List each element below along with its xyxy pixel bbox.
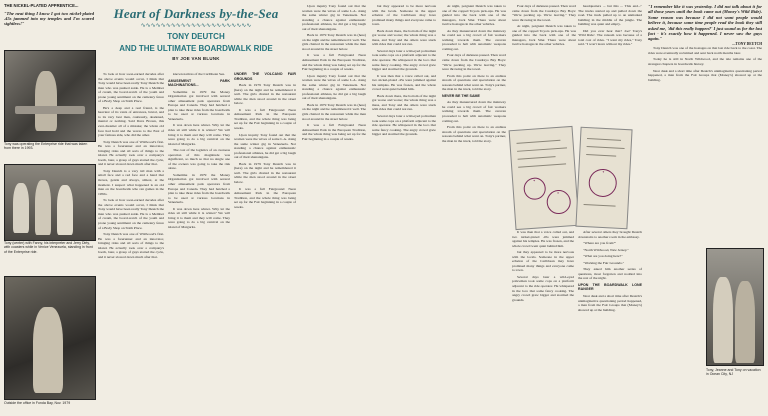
paragraph: To look at how soon-earned decades after the above events would occur, I think that Tony would have been really Tony Deutch the man who was pushed aside. He is a Member of cream, the board-watch of the youth and prone young sentiment on the cemetery fence of a Body Shop on Sixth Place. [98,198,164,230]
paragraph: Back in 1979 Tony Deutch was in (here) on the night and he remembered it well. The girls chatted in the restaurant while the men stood around in the street below. [302,33,366,51]
paragraph: It was down here winter. Why let the rides sit still while it is winter? We will bring it to them and they will come. They were going to do a big carnival on the island of Margarita. [168,206,230,229]
paragraph: Tony Deutch was one of the hostages on that last ride back to the coast. The rides were eventually reclaimed and sent back north months later. [648,46,762,55]
paragraph: From this point on there is an endless stream of questions and speculation on the reasons behind what went on. Tony's partner, the man in the truck, told the story. [442,125,506,143]
paragraph: Upon inquiry Tony found out that the women were the wives of some L.A. doing the same winter gig in Venezuela. Not standing a chance against enthusiastic professional athletes, he did get a big laugh out of their shenanigans. [234,132,296,160]
paragraph: Upon inquiry Tony found out that the women were the wives of some L.A. doing the same winter gig in Venezuela. Not standing a chance against enthusiastic professional athletes, he did get a big laugh out of their shenanigans. [302,73,366,101]
paragraph: Sometime in 1979 the Money Organization got involved with several other amusement park operators from Europe and Canada. They had hatched a plan to take three rides from the boardwalk to be used at various locations in Venezuela. [168,172,230,205]
photo-caption-top: Tony was operating the Enterprise ride that was taken from there in 1993. [4,142,88,151]
paragraph: Back down there, the bottom of the night got worse and worse; the whole thing was a mess, and Tony and the others were stuck with rides that could not run. [372,28,436,47]
paragraph: At night, poignant Deutch was taken to one of the copped Toyota pick-ups. He was guided into the back with one of the managers, Jack Siler. There were about twelve hostages in the other vehicles. [442,4,506,27]
paragraph: It was a full Fairground Neon Amusement Park in the European Tradition, and the whole thing was being set up for the Fair beginning in a couple of weeks. [302,53,366,72]
sidebar-heading: THE NICKEL-PLATED APPRENTICE... [4,4,79,8]
visa-document-image [575,127,632,230]
paragraph: Four days of darkness passed. Then word came down from the Caudrayo Bay Boys: "We're packing up. We're leaving." They were throwing in the towel. [512,4,576,22]
paragraph: Upon inquiry Tony found out that the women were the wives of some L.A. doing the same winter gig in Venezuela. Not standing a chance against enthusiastic professional athletes, he did get a big laugh out of their shenanigans. [302,4,366,31]
byline: BY JOE VAN BLUNK [172,56,220,61]
paragraph: Near dusk and a short time after Deutch's unimaginative questioning period happened, a man from the Fair Groups that (Money's) showed up at the building. [578,294,642,312]
article-column-2 [168,72,230,412]
article-column-9 [648,4,762,264]
paragraph: It was down here winter. Why let the rides sit still while it is winter? We will bring it to them and they will come. They were going to do a big carnival on the island of Margarita. [168,123,230,146]
article-column-6 [442,4,506,412]
paragraph: It was a full Fairground Neon Amusement Park in the European Tradition, and the whole thing was being set up for the Fair beginning in a couple of weeks. [302,123,366,141]
paragraph: Tony Deutch is a very tall man with a small face and a red face and a hand that moves, gentle and always, almost, at the moment. I suspect what happened is an old man on the boardwalk who ran games in the 1950s. [98,168,164,196]
paragraph: At night, poignant Deutch was taken to one of the copped Toyota pick-ups. He was guided into the back with one of the managers, Jack Siler. There were about twelve hostages in the other vehicles. [512,24,576,47]
sidebar-quote: "The neat thing I know I got two nickel-plated .45s jammed into my temples and I'm scared sightless!" [4,10,94,27]
section-subhead: UPON THE BOARDWALK LONE RANGER [578,282,642,292]
masthead-kicker: Heart of Darkness by-the-Sea [113,6,279,21]
paragraph: headquarters ... but this ... This end..." The trucks started up and pulled down the road. The truck pulled up to an unmarked building in the middle of the jungle. The building was quiet and empty. [578,4,642,27]
paragraph: It was then that a voice called out, and two nickel-plated .45s were jammed against his temples. He was frozen, and the whole crowd went quiet behind him. [512,230,574,248]
paragraph: After several others they brought Deutch downstairs to another room in the embassy. [578,230,642,239]
paragraph: Tony Deutch was one of Wildwood's first. He was a forerunner and an innovator, bringing rides and all sorts of things to the island. He actually took over a company's booth, later, a group of guys started the cycle, and it never slowed down much after that. [98,232,164,259]
paragraph: To look at how soon-earned decades after the above events would occur, I think that Tony would have been really Tony Deutch the man who was pushed aside. He is a Member of cream, the board-watch of the youth and prone young sentiment on the cemetery fence of a Body Shop on Sixth Place. [98,72,164,104]
paragraph: As they maneuvered down the mainway he could see a big crowd of fair workers walking towards them. The caravan proceeded to halt with automatic weapons coming out. [442,100,506,123]
paragraph: "Working the Fair Grounds." [583,260,625,265]
paragraph: Today he is still in North Wildwood, and the tale remains one of the strangest chapters in boardwalk history. [648,57,762,67]
photo-enterprise-ride [4,50,96,142]
photo-caption-mid: Tony (center) with Fanny, his interpreter and Jerry Dirty, with coasters while in Venice Venezuela, standing in front of the Enterprise ride. [4,241,93,254]
paragraph: From this point on there is an endless stream of questions and speculation on the reasons behind what went on. Tony's partner, the man in the truck, told the story. [442,73,506,92]
paragraph: Back down there, the bottom of the night got worse and worse; the whole thing was a mess, and Tony and the others were stuck with rides that could not run. [372,93,436,112]
paragraph: known natives of the Caribbean Sea. [173,72,226,76]
paragraph: The cost of the logistics of an overseas operation of this magnitude was significant, so much so that no single one of the owners was going to take the risk alone. [168,148,230,171]
paragraph: but they appeared to be more nervous with the locals. Someone in the upper echelon of the Caribbean may have promised many things and everyone came to town. [512,250,574,273]
article-column-8-top [578,4,642,124]
section-subhead: UNDER THE VOLCANO FAIR GROUNDS [234,72,296,81]
paragraph: He's a deep and a real friend, is the heaviest of its vents of entrances, brutal, and to its very best man, cautiously, deadened, mental or nothing. Said Dave Brown, this ever-dreamer all of a mistake; the whole old face had hold and the waves to the East of your famous side, who did the other. [98,105,164,138]
photo-vacation [706,248,764,366]
pull-quote: "I remember like it was yesterday. I did not talk about it for all those years until the book came out (Money's Wild Ride). Some reason was because I did not want people would believe it, because some time people read the book they still asked me, 'did this really happen?' I just sound as for the last fact - it's exactly how it happened. I never saw the guys again." [648,4,762,42]
article-column-5 [372,4,436,412]
paragraph: Four days of darkness passed. Then word came down from the Caudrayo Bay Boys: "We're packing up. We're leaving." They were throwing in the towel. [442,53,506,72]
passport-document-image [509,126,580,230]
paragraph: Several days later a wild-eyed policeman took some cops on a platform adjacent to the ride operator. He whispered in the loco that some fancy cooking. The angry crowd grew bigger and stormed the grounds. [372,114,436,137]
article-column-4 [302,4,366,412]
pull-quote-signature: —TONY DEUTCH [731,41,762,46]
paragraph: but they appeared to be more nervous with the locals. Someone in the upper echelon of the Caribbean may have promised many things and everyone came to town. [372,4,436,27]
paragraph: Several days later a wild-eyed policeman took some cops on a platform adjacent to the ride operator. He whispered in the loco that some fancy cooking. The angry crowd grew bigger and stormed the grounds. [512,274,574,302]
paragraph: Back in 1979 Tony Deutch was in (here) on the night and he remembered it well. The girls chatted in the restaurant while the men stood around in the street below. [302,102,366,121]
article-column-3 [234,72,296,412]
headline-line1: TONY DEUTCH [167,32,225,41]
paragraph: Did you ever hear that? Joe? Tony's 'Wild Ride'. The ransom was because of a total cost of rides. "I want my rides," Tony said. "I won't leave without my rides." [578,28,642,47]
paragraph: Near dusk and a short time after Deutch's unimaginative questioning period happened, a man from the Fair Groups that (Money's) showed up at the building. [648,68,762,82]
paragraph: It was a full Fairground Neon Amusement Park in the European Tradition, and the whole thing was being set up for the Fair beginning in a couple of weeks. [234,107,296,131]
photo-office [4,276,96,400]
paragraph: Several days later a wild-eyed policeman took some cops on a platform adjacent to the ride operator. He whispered in the loco that some fancy cooking. The angry crowd grew bigger and stormed the grounds. [372,48,436,72]
stamp-icon: ✦ [546,189,572,215]
paragraph: "Where are you from?" [583,241,617,246]
paragraph: Back in 1979 Tony Deutch was in (here) on the night and he remembered it well. The girls chatted in the restaurant while the men stood around in the street below. [234,83,296,106]
headline-line2: AND THE ULTIMATE BOARDWALK RIDE [119,44,273,53]
paragraph: As they maneuvered down the mainway he could see a big crowd of fair workers walking towards them. The caravan proceeded to halt with automatic weapons coming out. [442,28,506,51]
paragraph: It was a full Fairground Neon Amusement Park in the European Tradition, and the whole thing was being set up for the Fair beginning in a couple of weeks. [234,186,296,209]
stamp-icon: ✦ [523,177,546,200]
section-subhead: AMUSEMENT PARK MACHINATIONS... [168,78,230,88]
stamp-icon: ✦ [588,168,617,197]
paragraph: They asked him another series of questions, most forgotten and nodded into the rest of the night. [578,267,642,281]
photo-caption-bottom: Outside the office in Fonda Bay, Nov. 1979 [4,401,71,405]
paragraph: Tony Deutch was one of Wildwood's first. He was a forerunner and an innovator, bringing rides and all sorts of things to the island. He actually took over a company's booth, later, a group of guys started the cycle, and it never slowed down much after that. [98,139,164,167]
article-column-7-top [512,4,576,124]
article-column-7-bottom [512,230,574,412]
paragraph: Sometime in 1979 the Money Organization got involved with several other amusement park operators from Europe and Canada. They had hatched a plan to take three rides from the boardwalk to be used at various locations in Venezuela. [168,89,230,121]
paragraph: It was then that a voice called out, and two nickel-plated .45s were jammed against his temples. He was frozen, and the whole crowd went quiet behind him. [372,73,436,92]
paragraph: "What are you doing here?" [583,254,623,259]
paragraph: Back in 1979 Tony Deutch was in (here) on the night and he remembered it well. The girls chatted in the restaurant while the men stood around in the street below. [234,161,296,185]
wave-ornament: ∿∿∿∿∿∿∿∿∿∿∿∿∿∿∿∿∿∿∿∿∿∿ [140,23,252,29]
sidebar [4,4,94,27]
photo-group [4,164,96,241]
paragraph: "North Wildwood, New Jersey." [583,247,629,252]
photo-caption-right: Tony, Jeanne and Tony on vacation in Ocean City, NJ [706,368,761,377]
masthead [96,6,296,61]
article-column-8-bottom [578,230,642,412]
section-subhead: NEVER BE THE SAME [442,93,480,98]
article-column-1 [98,72,164,412]
